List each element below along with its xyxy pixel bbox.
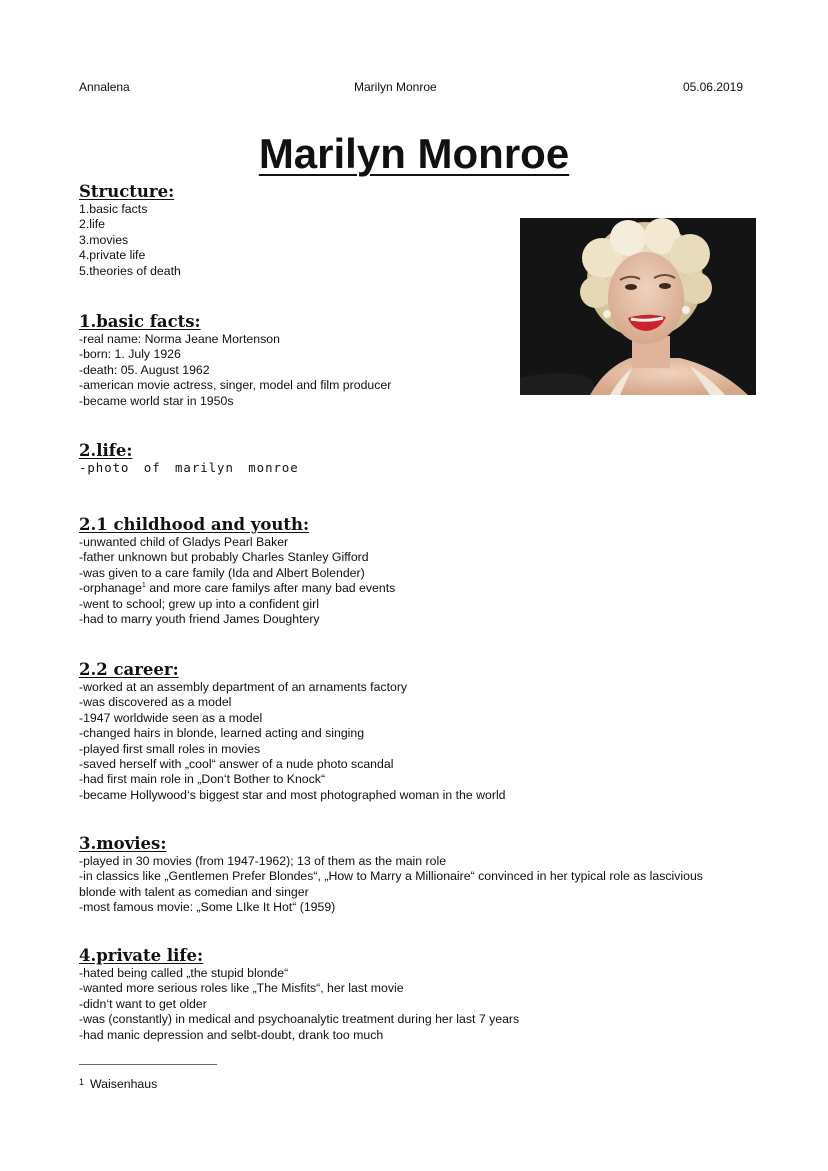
orphanage-text: -orphanage	[79, 581, 142, 596]
list-item: -became Hollywood‘s biggest star and most photographed woman in the world	[79, 787, 506, 802]
life-list	[79, 461, 739, 476]
section-title-life: 2.life:	[79, 441, 133, 460]
list-item: -played first small roles in movies	[79, 741, 261, 756]
list-item: -in classics like „Gentlemen Prefer Blondes“, „How to Marry a Millionaire“ convinced in her typical role as lascivious	[79, 869, 703, 884]
list-item: -had manic depression and selbt-doubt, drank too much	[79, 1027, 384, 1042]
list-item: -was (constantly) in medical and psychoanalytic treatment during her last 7 years	[79, 1012, 520, 1027]
list-item: blonde with talent as comedian and singer	[79, 884, 309, 899]
header-topic: Marilyn Monroe	[354, 80, 437, 94]
orphanage-rest-text: and more care familys after many bad events	[145, 581, 396, 596]
list-item: -didn‘t want to get older	[79, 996, 207, 1011]
list-item: -1947 worldwide seen as a model	[79, 710, 263, 725]
section-life	[79, 441, 739, 476]
list-item: 1.basic facts	[79, 202, 148, 216]
list-item: 5.theories of death	[79, 263, 181, 278]
private-life-list	[79, 966, 739, 1043]
childhood-list	[79, 535, 739, 627]
section-title-basic-facts: 1.basic facts:	[79, 312, 201, 331]
section-childhood	[79, 515, 739, 627]
section-title-movies: 3.movies:	[79, 834, 167, 853]
footnote-reference[interactable]: 1	[141, 582, 146, 590]
list-item: 4.private life	[79, 248, 146, 263]
section-title-childhood: 2.1 childhood and youth:	[79, 515, 310, 534]
document-title	[0, 128, 828, 180]
list-item: -most famous movie: „Some LIke It Hot“ (1959)	[79, 900, 336, 915]
header-author: Annalena	[79, 80, 130, 94]
list-item: 2.life	[79, 217, 105, 232]
document-title-text: Marilyn Monroe	[258, 130, 570, 177]
list-item: -was given to a care family (Ida and Albert Bolender)	[79, 565, 365, 580]
list-item: -photo of marilyn monroe	[79, 461, 299, 475]
basic-facts-list	[79, 332, 739, 409]
list-item: -father unknown but probably Charles Stanley Gifford	[79, 550, 369, 565]
movies-list	[79, 854, 739, 916]
list-item: -went to school; grew up into a confident girl	[79, 596, 319, 611]
list-item: -born: 1. July 1926	[79, 347, 181, 362]
section-career	[79, 660, 739, 803]
list-item: -changed hairs in blonde, learned acting and singing	[79, 726, 365, 741]
header-date: 05.06.2019	[682, 80, 743, 94]
list-item: -saved herself with „cool“ answer of a nude photo scandal	[79, 757, 394, 772]
section-title-career: 2.2 career:	[79, 660, 179, 679]
footnote-number: 1	[79, 1077, 85, 1087]
list-item: -american movie actress, singer, model and film producer	[79, 378, 392, 393]
list-item: -played in 30 movies (from 1947-1962); 13 of them as the main role	[79, 854, 447, 868]
list-item: -became world star in 1950s	[79, 393, 234, 408]
section-title-structure: Structure:	[79, 182, 175, 201]
list-item: -had first main role in „Don‘t Bother to Knock“	[79, 772, 326, 787]
list-item: -had to marry youth friend James Doughtery	[79, 612, 320, 627]
list-item: -wanted more serious roles like „The Misfits“, her last movie	[79, 981, 404, 996]
section-title-private-life: 4.private life:	[79, 946, 204, 965]
section-private-life	[79, 946, 739, 1043]
list-item: -death: 05. August 1962	[79, 362, 210, 377]
list-item: -worked at an assembly department of an arnaments factory	[79, 680, 408, 694]
career-list	[79, 680, 739, 803]
footnote-text: Waisenhaus	[90, 1077, 158, 1091]
list-item	[79, 581, 739, 596]
list-item: -unwanted child of Gladys Pearl Baker	[79, 535, 289, 549]
section-basic-facts	[79, 312, 739, 409]
section-movies	[79, 834, 739, 916]
list-item: -hated being called „the stupid blonde“	[79, 966, 289, 980]
page-header	[79, 80, 743, 96]
list-item: 3.movies	[79, 232, 129, 247]
footnote	[79, 1077, 157, 1091]
list-item: -was discovered as a model	[79, 695, 232, 710]
list-item: -real name: Norma Jeane Mortenson	[79, 332, 280, 346]
footnote-divider	[79, 1064, 217, 1065]
